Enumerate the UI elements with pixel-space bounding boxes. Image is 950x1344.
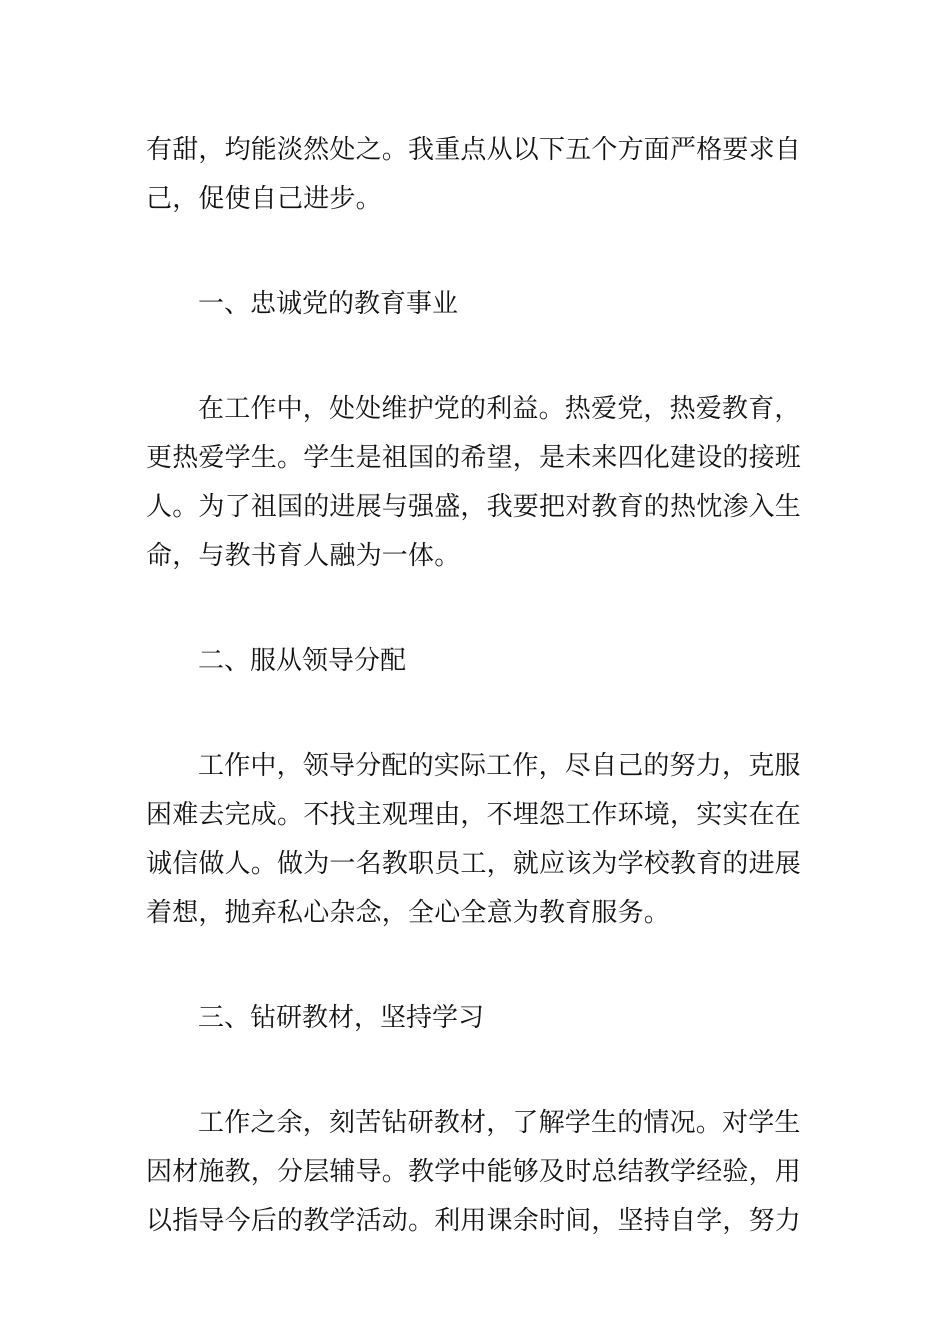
spacer [146, 1043, 806, 1099]
section-body-3: 工作之余，刻苦钻研教材，了解学生的情况。对学生因材施教，分层辅导。教学中能够及时总结教学经验，用以指导今后的教学活动。利用课余时间，坚持自学，努力 [146, 1108, 802, 1236]
spacer [146, 686, 806, 742]
spacer [146, 938, 806, 994]
section-heading-2: 二、服从领导分配 [198, 646, 407, 676]
section-body-1: 在工作中，处处维护党的利益。热爱党，热爱教育，更热爱学生。学生是祖国的希望，是未来四化建设的接班人。为了祖国的进展与强盛，我要把对教育的热忱渗入生命，与教书育人融为一体。 [146, 394, 802, 571]
intro-paragraph: 有甜，均能淡然处之。我重点从以下五个方面严格要求自己，促使自己进步。 [146, 135, 802, 214]
section-body-2: 工作中，领导分配的实际工作，尽自己的努力，克服困难去完成。不找主观理由，不埋怨工作环境，实实在在诚信做人。做为一名教职员工，就应该为学校教育的进展着想，抛弃私心杂念，全心全意为教育服务。 [146, 751, 802, 928]
document-page [146, 126, 806, 1246]
spacer [146, 581, 806, 637]
spacer [146, 329, 806, 385]
section-heading-3: 三、钻研教材，坚持学习 [198, 1003, 485, 1033]
spacer [146, 224, 806, 280]
section-heading-1: 一、忠诚党的教育事业 [198, 289, 459, 319]
